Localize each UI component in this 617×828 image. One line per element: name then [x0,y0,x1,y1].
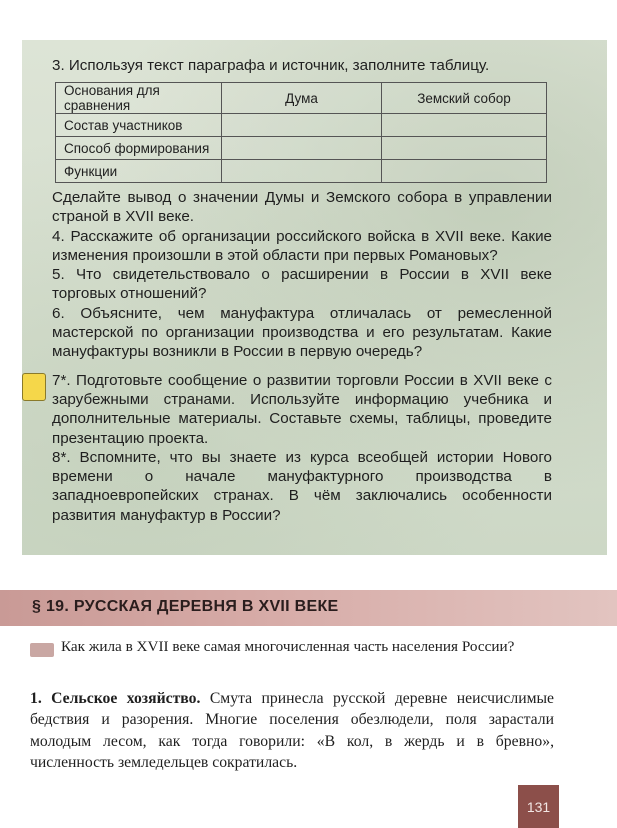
table-cell [382,114,547,137]
table-header-cell: Земский собор [382,83,547,114]
key-icon [30,643,54,657]
question-8: 8*. Вспомните, что вы знаете из курса всеобщей истории Нового времени о начале мануфактурного производства в западноевропейских странах. В чём заключались особенности развития мануфактур в России? [52,448,552,524]
table-row [56,160,547,183]
questions-block [52,56,552,525]
table-row [56,137,547,160]
section-title: § 19. РУССКАЯ ДЕРЕВНЯ В XVII ВЕКЕ [32,598,339,615]
page-number: 131 [518,785,559,828]
paragraph-1-text: Смута принесла русской деревне неисчислимые бедствия и разорения. Многие поселения обезлюдели, поля зарастали молодым лесом, как тогда говорили: «В кол, в жердь и в бревно», численность земледельцев сократилась. [30,690,555,771]
question-6: 6. Объясните, чем мануфактура отличалась от ремесленной мастерской по организации производства и его результатам. Какие мануфактуры возникли в России в первую очередь? [52,304,552,361]
table-row [56,114,547,137]
project-question-wrap [52,371,552,448]
table-header-cell: Дума [222,83,382,114]
hand-icon [22,373,46,401]
table-cell [382,160,547,183]
paragraph-1 [30,688,554,773]
table-cell [222,114,382,137]
table-cell [222,160,382,183]
table-cell [222,137,382,160]
paragraph-1-heading: 1. Сельское хозяйство. [30,690,201,707]
table-cell [382,137,547,160]
task-3-intro: 3. Используя текст параграфа и источник, заполните таблицу. [52,57,490,74]
key-question [30,637,555,656]
table-header-cell: Основания для сравнения [56,83,222,114]
comparison-table [55,82,547,183]
table-header-row [56,83,547,114]
section-header [0,590,617,626]
table-cell: Функции [56,160,222,183]
conclusion-task: Сделайте вывод о значении Думы и Земского собора в управлении страной в XVII веке. [52,189,552,226]
key-question-text: Как жила в XVII веке самая многочисленная часть населения России? [61,638,515,655]
table-cell: Способ формирования [56,137,222,160]
question-7: 7*. Подготовьте сообщение о развитии торговли России в XVII веке с зарубежными странами. Используйте информацию учебника и дополнительные материалы. Составьте схемы, таблицы, проведите презентацию проекта. [52,371,552,447]
question-4: 4. Расскажите об организации российского войска в XVII веке. Какие изменения произошли в этой области при первых Романовых? [52,227,552,264]
table-cell: Состав участников [56,114,222,137]
question-5: 5. Что свидетельствовало о расширении в России в XVII веке торговых отношений? [52,266,552,303]
